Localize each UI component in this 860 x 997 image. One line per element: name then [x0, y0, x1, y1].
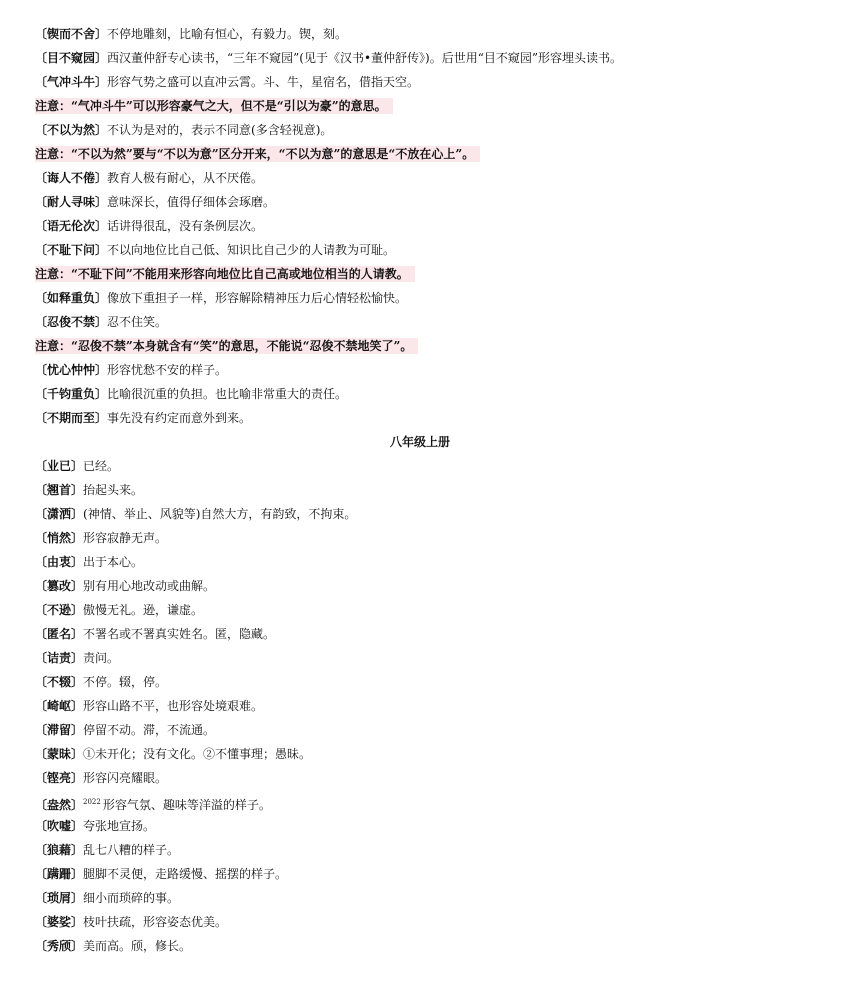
entry-line	[35, 46, 835, 70]
entry-term: 〔不期而至〕	[35, 411, 108, 425]
entry-term: 〔琐屑〕	[35, 891, 84, 905]
entry-term: 〔蒙昧〕	[35, 747, 84, 761]
entry-line	[35, 934, 835, 958]
entry-definition: 西汉董仲舒专心读书，“三年不窥园”(见于《汉书•董仲舒传》)。后世用“目不窥园”形容埋头读书。	[107, 51, 622, 65]
section-heading: 八年级上册	[389, 435, 450, 449]
entry-term: 〔耐人寻味〕	[35, 195, 108, 209]
entry-line	[35, 406, 835, 430]
entry-definition: 忍不住笑。	[107, 315, 168, 329]
entry-line	[35, 238, 835, 262]
entry-line	[35, 646, 835, 670]
entry-term: 〔崎岖〕	[35, 699, 84, 713]
entry-line	[35, 838, 835, 862]
entry-term: 〔吹嘘〕	[35, 819, 84, 833]
entry-definition: 不停。辍，停。	[83, 675, 168, 689]
entry-line	[35, 790, 835, 814]
entry-definition: 教育人极有耐心，从不厌倦。	[107, 171, 264, 185]
entry-line	[35, 310, 835, 334]
entry-term: 〔翘首〕	[35, 483, 84, 497]
highlighted-note: 注意：“忍俊不禁”本身就含有“笑”的意思，不能说“忍俊不禁地笑了”。	[35, 338, 418, 354]
note-line	[35, 142, 835, 166]
entry-line	[35, 622, 835, 646]
entry-term: 〔蹒跚〕	[35, 867, 84, 881]
entry-line	[35, 670, 835, 694]
entry-term: 〔婆娑〕	[35, 915, 84, 929]
entry-term: 〔不耻下问〕	[35, 243, 108, 257]
entry-term: 〔忍俊不禁〕	[35, 315, 108, 329]
entry-term: 〔秀颀〕	[35, 939, 84, 953]
entry-line	[35, 358, 835, 382]
entry-definition: 像放下重担子一样，形容解除精神压力后心情轻松愉快。	[107, 291, 408, 305]
entry-line	[35, 766, 835, 790]
entry-definition: 意味深长，值得仔细体会琢磨。	[107, 195, 276, 209]
entry-definition: ①未开化；没有文化。②不懂事理；愚昧。	[83, 747, 312, 761]
entry-line	[35, 718, 835, 742]
year-superscript: 2022	[83, 798, 101, 806]
entry-term: 〔匿名〕	[35, 627, 84, 641]
entry-definition: 形容寂静无声。	[83, 531, 168, 545]
entry-line	[35, 382, 835, 406]
entry-line	[35, 574, 835, 598]
highlighted-note: 注意：“气冲斗牛”可以形容豪气之大，但不是“引以为豪”的意思。	[35, 98, 393, 114]
entry-definition: (神情、举止、风貌等)自然大方，有韵致，不拘束。	[83, 507, 357, 521]
entry-definition: 傲慢无礼。逊，谦虚。	[83, 603, 204, 617]
entry-line	[35, 694, 835, 718]
highlighted-note: 注意：“不耻下问”不能用来形容向地位比自己高或地位相当的人请教。	[35, 266, 415, 282]
entry-term: 〔不以为然〕	[35, 123, 108, 137]
entry-definition: 话讲得很乱，没有条例层次。	[107, 219, 264, 233]
entry-definition: 责问。	[83, 651, 120, 665]
entry-definition: 形容气势之盛可以直冲云霄。斗、牛，星宿名，借指天空。	[107, 75, 420, 89]
entry-term: 〔由衷〕	[35, 555, 84, 569]
entry-line	[35, 598, 835, 622]
entry-term: 〔滞留〕	[35, 723, 84, 737]
entry-line	[35, 286, 835, 310]
entry-definition: 腿脚不灵便，走路缓慢、摇摆的样子。	[83, 867, 288, 881]
note-line	[35, 262, 835, 286]
entry-definition: 形容气氛、趣味等洋溢的样子。	[102, 798, 271, 812]
entry-line	[35, 190, 835, 214]
entry-term: 〔盎然〕	[35, 798, 84, 812]
note-line	[35, 334, 835, 358]
entry-term: 〔不逊〕	[35, 603, 84, 617]
entry-definition: 不署名或不署真实姓名。匿，隐藏。	[83, 627, 276, 641]
entry-term: 〔诲人不倦〕	[35, 171, 108, 185]
entry-line	[35, 550, 835, 574]
entry-definition: 不认为是对的，表示不同意(多含轻视意)。	[107, 123, 333, 137]
entry-definition: 事先没有约定而意外到来。	[107, 411, 252, 425]
entry-definition: 美而高。颀，修长。	[83, 939, 192, 953]
entry-line	[35, 526, 835, 550]
entry-definition: 细小而琐碎的事。	[83, 891, 180, 905]
entry-line	[35, 166, 835, 190]
entry-line	[35, 454, 835, 478]
entry-line	[35, 502, 835, 526]
entry-definition: 抬起头来。	[83, 483, 144, 497]
entry-definition: 已经。	[83, 459, 120, 473]
entry-definition: 形容忧愁不安的样子。	[107, 363, 228, 377]
entry-term: 〔潇洒〕	[35, 507, 84, 521]
entry-definition: 夸张地宣扬。	[83, 819, 156, 833]
entry-definition: 枝叶扶疏，形容姿态优美。	[83, 915, 228, 929]
entry-line	[35, 22, 835, 46]
entry-term: 〔目不窥园〕	[35, 51, 108, 65]
entry-definition: 不以向地位比自己低、知识比自己少的人请教为可耻。	[107, 243, 396, 257]
entry-term: 〔如释重负〕	[35, 291, 108, 305]
entry-line	[35, 910, 835, 934]
entry-term: 〔千钧重负〕	[35, 387, 108, 401]
entry-term: 〔狼藉〕	[35, 843, 84, 857]
entry-term: 〔气冲斗牛〕	[35, 75, 108, 89]
entry-line	[35, 862, 835, 886]
entry-term: 〔诘责〕	[35, 651, 84, 665]
entry-term: 〔忧心忡忡〕	[35, 363, 108, 377]
entry-definition: 形容闪亮耀眼。	[83, 771, 168, 785]
entry-line	[35, 886, 835, 910]
entry-definition: 别有用心地改动或曲解。	[83, 579, 216, 593]
vocabulary-list	[35, 22, 835, 958]
entry-term: 〔悄然〕	[35, 531, 84, 545]
entry-definition: 乱七八糟的样子。	[83, 843, 180, 857]
entry-term: 〔篡改〕	[35, 579, 84, 593]
entry-definition: 形容山路不平，也形容处境艰难。	[83, 699, 264, 713]
entry-line	[35, 70, 835, 94]
entry-line	[35, 214, 835, 238]
entry-term: 〔锲而不舍〕	[35, 27, 108, 41]
entry-term: 〔业已〕	[35, 459, 84, 473]
entry-term: 〔不辍〕	[35, 675, 84, 689]
note-line	[35, 94, 835, 118]
entry-term: 〔铿亮〕	[35, 771, 84, 785]
entry-definition: 比喻很沉重的负担。也比喻非常重大的责任。	[107, 387, 348, 401]
entry-line	[35, 478, 835, 502]
entry-line	[35, 118, 835, 142]
entry-term: 〔语无伦次〕	[35, 219, 108, 233]
highlighted-note: 注意：“不以为然”要与“不以为意”区分开来，“不以为意”的意思是“不放在心上”。	[35, 146, 480, 162]
entry-definition: 出于本心。	[83, 555, 144, 569]
entry-definition: 不停地雕刻，比喻有恒心，有毅力。锲，刻。	[107, 27, 348, 41]
entry-line	[35, 814, 835, 838]
entry-line	[35, 742, 835, 766]
entry-definition: 停留不动。滞，不流通。	[83, 723, 216, 737]
